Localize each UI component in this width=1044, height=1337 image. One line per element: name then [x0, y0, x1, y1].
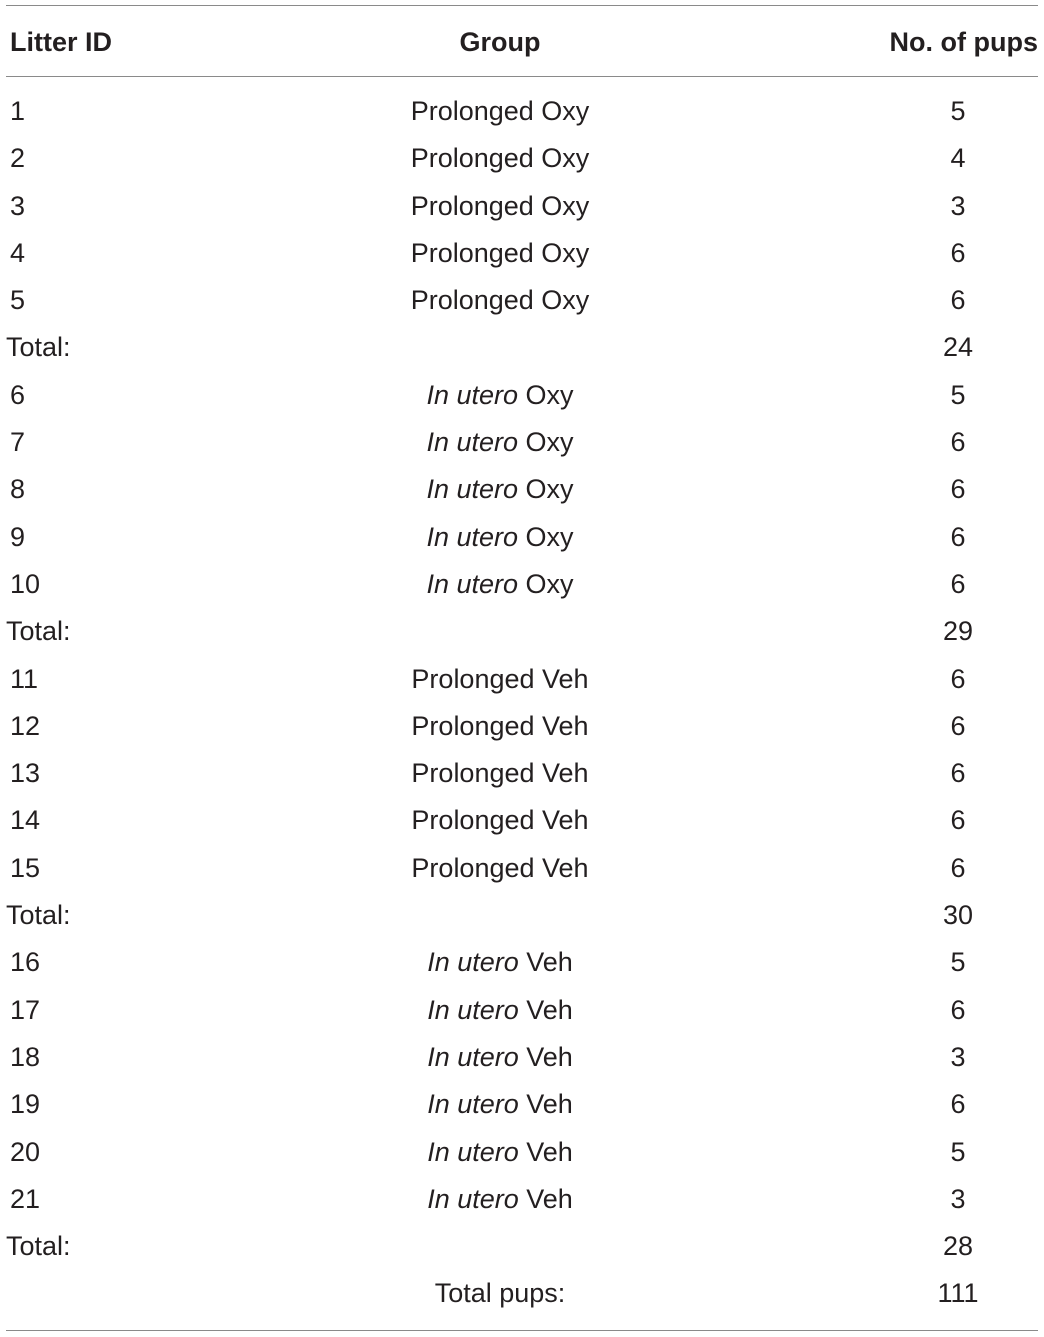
cell-group-text: Veh — [518, 1136, 573, 1167]
table-row — [0, 514, 1044, 561]
table-row — [0, 230, 1044, 277]
cell-group — [0, 1223, 1000, 1270]
cell-group-text: Veh — [518, 1041, 573, 1072]
table-row — [0, 88, 1044, 135]
cell-group — [0, 1081, 1000, 1128]
cell-litter-id: 21 — [10, 1183, 41, 1214]
cell-group-text: Veh — [518, 994, 573, 1025]
cell-pups: 5 — [950, 96, 966, 126]
header-pups: No. of pups — [889, 27, 1038, 57]
total-row — [0, 1270, 1044, 1317]
cell-pups: 6 — [950, 474, 966, 505]
cell-litter-id: 4 — [10, 237, 26, 268]
cell-group — [0, 88, 1000, 135]
cell-group — [0, 561, 1000, 608]
header-group: Group — [459, 27, 541, 57]
cell-group — [0, 324, 1000, 371]
cell-pups: 6 — [950, 758, 966, 789]
table-body — [0, 88, 1044, 1318]
cell-litter-id: 7 — [10, 427, 26, 458]
cell-pups: 6 — [950, 805, 966, 836]
cell-group-text: Oxy — [518, 521, 574, 552]
cell-litter-id: 5 — [10, 285, 26, 316]
cell-litter-id: 13 — [10, 758, 41, 789]
table-row — [0, 939, 1044, 986]
cell-litter-id: 15 — [10, 852, 41, 883]
cell-pups: 28 — [942, 1231, 974, 1262]
cell-group-text: Oxy — [518, 379, 574, 410]
cell-litter-id: 16 — [10, 947, 41, 978]
table-row — [0, 703, 1044, 750]
cell-litter-id: 14 — [10, 805, 41, 836]
cell-group-text: Oxy — [518, 568, 574, 599]
cell-pups: 29 — [942, 616, 974, 647]
cell-litter-id: 10 — [10, 568, 41, 599]
cell-litter-id: Total: — [6, 900, 71, 931]
cell-group — [0, 466, 1000, 513]
cell-pups: 6 — [950, 237, 966, 268]
cell-group-italic: In utero — [427, 994, 519, 1025]
cell-pups: 6 — [950, 285, 966, 316]
cell-pups: 6 — [950, 852, 966, 883]
cell-pups: 5 — [950, 379, 966, 410]
cell-group — [0, 797, 1000, 844]
cell-pups: 24 — [942, 332, 974, 363]
cell-litter-id: Total: — [6, 616, 71, 647]
cell-group-italic: In utero — [426, 379, 519, 410]
cell-group-text: Veh — [518, 1183, 573, 1214]
table-row — [0, 1129, 1044, 1176]
total-row — [0, 1223, 1044, 1270]
cell-group-text: Prolonged Veh — [411, 663, 589, 694]
cell-pups: 6 — [950, 1089, 966, 1120]
cell-group — [0, 514, 1000, 561]
cell-group-italic: In utero — [426, 427, 519, 458]
cell-litter-id: 20 — [10, 1136, 41, 1167]
total-row — [0, 324, 1044, 371]
table-row — [0, 419, 1044, 466]
cell-group — [0, 892, 1000, 939]
cell-litter-id: 17 — [10, 994, 41, 1025]
cell-group — [0, 1129, 1000, 1176]
cell-group-text: Prolonged Oxy — [410, 96, 590, 126]
total-row — [0, 608, 1044, 655]
table-row — [0, 561, 1044, 608]
cell-group-text: Prolonged Oxy — [410, 285, 590, 316]
cell-group — [0, 1034, 1000, 1081]
cell-group-text: Veh — [518, 947, 573, 978]
cell-group — [0, 987, 1000, 1034]
cell-pups: 3 — [950, 1183, 966, 1214]
cell-group-text: Oxy — [518, 427, 574, 458]
table-row — [0, 466, 1044, 513]
cell-litter-id: 8 — [10, 474, 26, 505]
cell-pups: 5 — [950, 947, 966, 978]
cell-group-text: Oxy — [518, 474, 574, 505]
table-bottom-rule — [6, 1330, 1038, 1331]
header-litter-id: Litter ID — [10, 27, 113, 57]
cell-pups: 111 — [937, 1278, 979, 1309]
table-row — [0, 183, 1044, 230]
table-top-rule — [6, 5, 1038, 6]
cell-group-italic: In utero — [426, 474, 519, 505]
cell-pups: 6 — [950, 663, 966, 694]
cell-group-italic: In utero — [426, 568, 519, 599]
cell-pups: 5 — [950, 1136, 966, 1167]
cell-pups: 30 — [942, 900, 974, 931]
cell-group — [0, 656, 1000, 703]
cell-group — [0, 703, 1000, 750]
table-header-rule — [6, 76, 1038, 77]
cell-group — [0, 419, 1000, 466]
cell-pups: 6 — [950, 521, 966, 552]
cell-group-italic: In utero — [427, 1136, 519, 1167]
table-row — [0, 845, 1044, 892]
cell-litter-id: Total: — [6, 1231, 71, 1262]
cell-group — [0, 230, 1000, 277]
cell-litter-id: 9 — [10, 521, 26, 552]
cell-litter-id: 11 — [10, 663, 39, 694]
cell-litter-id: 18 — [10, 1041, 41, 1072]
cell-group-italic: In utero — [426, 521, 519, 552]
cell-group — [0, 1270, 1000, 1317]
cell-pups: 3 — [950, 190, 966, 221]
cell-group — [0, 845, 1000, 892]
cell-group-text: Total pups: — [434, 1278, 566, 1309]
table-row — [0, 135, 1044, 182]
total-row — [0, 892, 1044, 939]
table-row — [0, 750, 1044, 797]
cell-group — [0, 608, 1000, 655]
cell-pups: 4 — [950, 143, 966, 174]
cell-group-text: Prolonged Oxy — [410, 237, 590, 268]
cell-group — [0, 939, 1000, 986]
cell-group-italic: In utero — [427, 947, 519, 978]
cell-pups: 6 — [950, 710, 966, 741]
cell-pups: 6 — [950, 427, 966, 458]
cell-litter-id: 6 — [10, 379, 26, 410]
cell-group — [0, 750, 1000, 797]
cell-group-text: Prolonged Veh — [411, 852, 589, 883]
cell-group-italic: In utero — [427, 1183, 519, 1214]
cell-group-text: Prolonged Oxy — [410, 190, 590, 221]
cell-litter-id: Total: — [6, 332, 71, 363]
cell-pups: 3 — [950, 1041, 966, 1072]
cell-group — [0, 135, 1000, 182]
cell-litter-id: 19 — [10, 1089, 41, 1120]
cell-group — [0, 277, 1000, 324]
table-row — [0, 1176, 1044, 1223]
cell-group-italic: In utero — [427, 1089, 519, 1120]
cell-group-text: Prolonged Veh — [411, 710, 589, 741]
cell-group-text: Veh — [518, 1089, 573, 1120]
cell-litter-id: 2 — [10, 143, 26, 174]
cell-pups: 6 — [950, 568, 966, 599]
cell-group-text: Prolonged Veh — [411, 758, 589, 789]
cell-group — [0, 372, 1000, 419]
cell-litter-id: 1 — [10, 96, 26, 126]
table-row — [0, 656, 1044, 703]
cell-group-text: Prolonged Oxy — [410, 143, 590, 174]
cell-pups: 6 — [950, 994, 966, 1025]
table-row — [0, 987, 1044, 1034]
cell-group — [0, 1176, 1000, 1223]
cell-litter-id: 12 — [10, 710, 41, 741]
cell-group-italic: In utero — [427, 1041, 519, 1072]
table-row — [0, 277, 1044, 324]
table-row — [0, 1081, 1044, 1128]
cell-group — [0, 183, 1000, 230]
table-row — [0, 797, 1044, 844]
table-row — [0, 372, 1044, 419]
table-row — [0, 1034, 1044, 1081]
cell-litter-id: 3 — [10, 190, 26, 221]
cell-group-text: Prolonged Veh — [411, 805, 589, 836]
